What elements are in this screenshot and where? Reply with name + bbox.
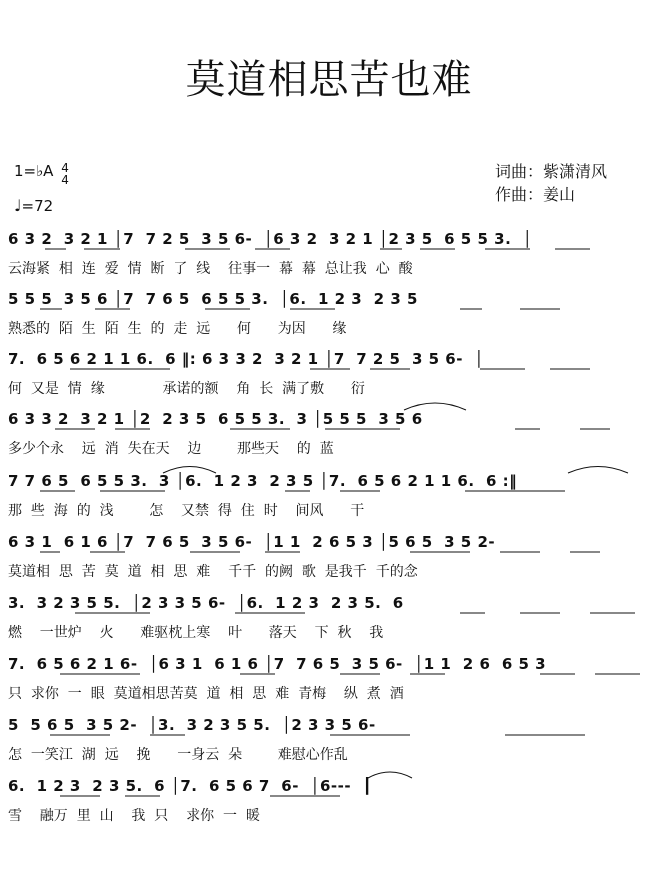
composer-credit: 作曲：姜山 <box>495 185 576 204</box>
lyric-line: 怎 一笑江 湖 远 挽 一身云 朵 难慰心作乱 <box>8 747 348 763</box>
lyric-line: 多少个永 远 消 失在天 边 那些天 的 蓝 <box>8 441 334 457</box>
time-signature-top: 4 <box>61 161 69 175</box>
notation-line: 3. 3 2 3 5 5. │2 3 3 5 6- │6. 1 2 3 2 3 5. 6 <box>8 594 404 612</box>
song-title: 莫道相思苦也难 <box>185 57 473 103</box>
notation-line: 6 3 3 2 3 2 1 │2 2 3 5 6 5 5 3. 3 │5 5 5 3 5 6 <box>8 410 423 428</box>
notation-line: 7. 6 5 6 2 1 6- │6 3 1 6 1 6 │7 7 6 5 3 5 6- │1 1 2 6 6 5 3 <box>8 655 547 673</box>
key-signature <box>14 162 69 186</box>
lyric-line: 熟悉的 陌 生 陌 生 的 走 远 何 为因 缘 <box>8 321 347 337</box>
notation-line: 5 5 6 5 3 5 2- │3. 3 2 3 5 5. │2 3 3 5 6- <box>8 716 376 734</box>
slur <box>404 403 466 410</box>
lyric-line: 莫道相 思 苦 莫 道 相 思 难 千千 的阙 歌 是我千 千的念 <box>8 564 418 580</box>
tempo-marking <box>14 196 53 215</box>
notation-line: 7. 6 5 6 2 1 1 6. 6 ‖: 6 3 3 2 3 2 1 │7 7 2 5 3 5 6- │ <box>8 350 484 368</box>
lyric-line: 雪 融万 里 山 我 只 求你 一 暖 <box>8 808 260 824</box>
notation-line: 5 5 5 3 5 6 │7 7 6 5 6 5 5 3. │6. 1 2 3 2 3 5 <box>8 290 418 308</box>
lyric-line: 只 求你 一 眼 莫道相思苦莫 道 相 思 难 青梅 纵 煮 酒 <box>8 686 404 702</box>
notation-line: 6 3 1 6 1 6 │7 7 6 5 3 5 6- │1 1 2 6 5 3 │5 6 5 3 5 2- <box>8 533 496 551</box>
notation-line: 6. 1 2 3 2 3 5. 6 │7. 6 5 6 7 6- │6--- ┃ <box>8 777 373 795</box>
credits <box>495 160 607 206</box>
lyric-line: 云海紧 相 连 爱 情 断 了 线 往事一 幕 幕 总让我 心 酸 <box>8 261 413 277</box>
quarter-note-icon: ♩ <box>14 196 22 215</box>
time-signature <box>61 162 69 186</box>
lyricist-credit: 词曲：紫潇清风 <box>495 162 608 181</box>
lyric-line: 燃 一世炉 火 难驱枕上寒 叶 落天 下 秋 我 <box>8 625 384 641</box>
tempo-value: =72 <box>21 197 54 215</box>
lyric-line: 何 又是 情 缘 承诺的额 角 长 满了敷 衍 <box>8 381 365 397</box>
key-label: 1=♭A <box>14 162 54 180</box>
lyric-line: 那 些 海 的 浅 怎 又禁 得 住 时 间风 干 <box>8 503 365 519</box>
notation-line: 7 7 6 5 6 5 5 3. 3 │6. 1 2 3 2 3 5 │7. 6 5 6 2 1 1 6. 6 :‖ <box>8 472 518 490</box>
notation-line: 6 3 2 3 2 1 │7 7 2 5 3 5 6- │6 3 2 3 2 1 │2 3 5 6 5 5 3. │ <box>8 230 533 248</box>
time-signature-bottom: 4 <box>61 173 69 187</box>
